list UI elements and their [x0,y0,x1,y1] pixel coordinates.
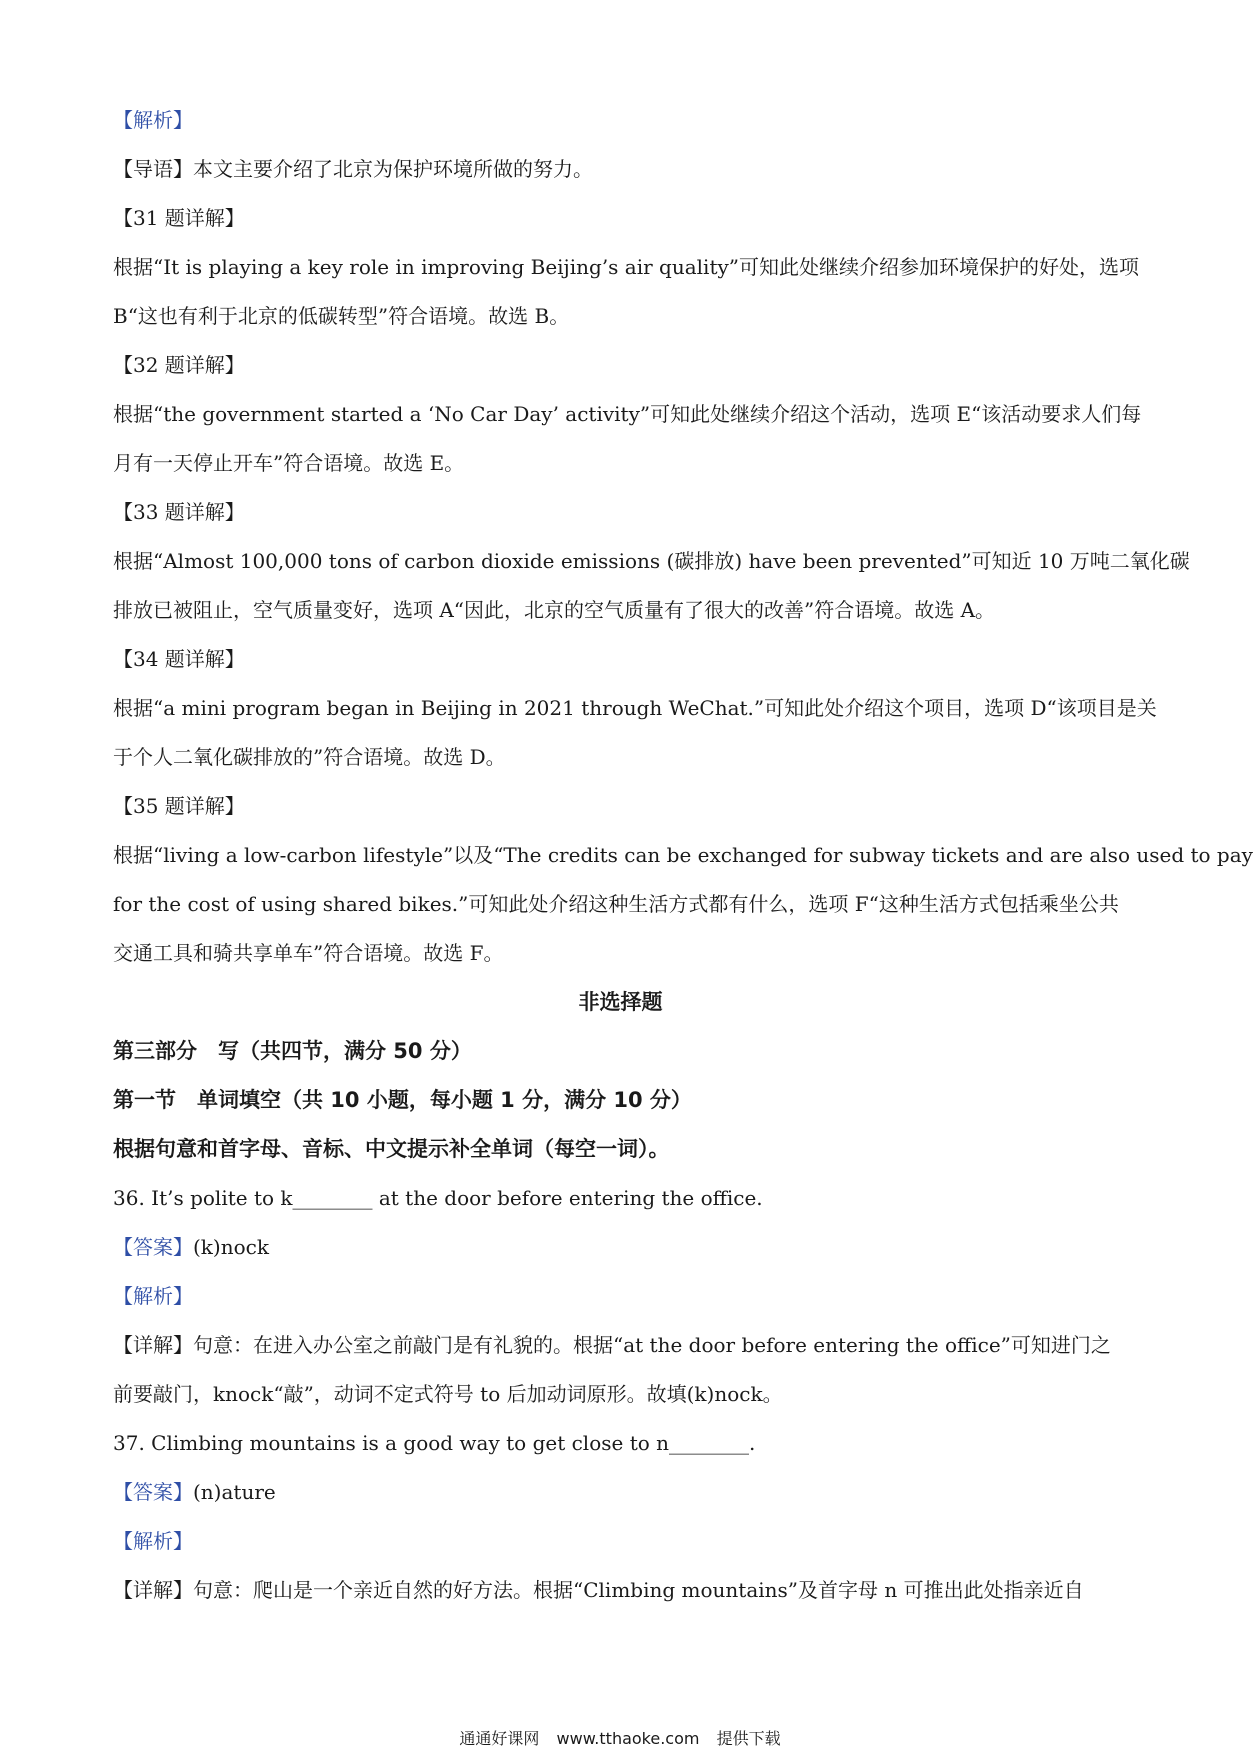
part3-title: 第三部分 写（共四节，满分 50 分） [113,1039,472,1063]
analysis-heading-3: 【解析】 [113,1529,193,1553]
q33-explanation-line1: 根据“Almost 100,000 tons of carbon dioxide emissions (碳排放) have been prevented”可知近 10 万吨二氧化碳 [113,549,1190,573]
analysis-heading-2: 【解析】 [113,1284,193,1308]
detail-label: 【详解】 [113,1578,193,1602]
q37-question: 37. Climbing mountains is a good way to get close to n________. [113,1431,756,1455]
q36-detail-line2: 前要敲门，knock“敲”，动词不定式符号 to 后加动词原形。故填(k)nock。 [113,1382,783,1406]
q33-explanation-line2: 排放已被阻止，空气质量变好，选项 A“因此，北京的空气质量有了很大的改善”符合语境。故选 A。 [113,598,996,622]
footer-note: 提供下载 [716,1729,781,1748]
q31-explanation-line2: B“这也有利于北京的低碳转型”符合语境。故选 B。 [113,304,570,328]
section1-title: 第一节 单词填空（共 10 小题，每小题 1 分，满分 10 分） [113,1088,692,1112]
q34-heading: 【34 题详解】 [113,647,245,671]
instruction-text: 根据句意和首字母、音标、中文提示补全单词（每空一词）。 [113,1137,670,1161]
q36-answer [113,1223,1128,1272]
analysis-heading: 【解析】 [113,108,193,132]
section-title: 非选择题 [578,990,663,1014]
q32-heading: 【32 题详解】 [113,353,245,377]
q37-answer [113,1468,1128,1517]
answer-value: (k)nock [193,1235,269,1259]
q31-heading: 【31 题详解】 [113,206,245,230]
q33-heading: 【33 题详解】 [113,500,245,524]
q32-explanation-line2: 月有一天停止开车”符合语境。故选 E。 [113,451,465,475]
q36-detail-line1 [113,1321,1128,1370]
q34-explanation-line2: 于个人二氧化碳排放的”符合语境。故选 D。 [113,745,506,769]
q35-explanation-line2: for the cost of using shared bikes.”可知此处介绍这种生活方式都有什么，选项 F“这种生活方式包括乘坐公共 [113,892,1119,916]
footer-site-name: 通通好课网 [459,1729,540,1748]
q36-question: 36. It’s polite to k________ at the door before entering the office. [113,1186,763,1210]
q31-explanation-line1: 根据“It is playing a key role in improving Beijing’s air quality”可知此处继续介绍参加环境保护的好处，选项 [113,255,1140,279]
q35-explanation-line1: 根据“living a low-carbon lifestyle”以及“The credits can be exchanged for subway tickets and are also used to pay [113,843,1253,867]
detail-text: 句意：在进入办公室之前敲门是有礼貌的。根据“at the door before entering the office”可知进门之 [193,1333,1111,1357]
footer-url[interactable]: www.tthaoke.com [556,1729,700,1748]
q34-explanation-line1: 根据“a mini program began in Beijing in 2021 through WeChat.”可知此处介绍这个项目，选项 D“该项目是关 [113,696,1157,720]
detail-label: 【详解】 [113,1333,193,1357]
q32-explanation-line1: 根据“the government started a ‘No Car Day’ activity”可知此处继续介绍这个活动，选项 E“该活动要求人们每 [113,402,1142,426]
intro-text: 【导语】本文主要介绍了北京为保护环境所做的努力。 [113,157,593,181]
page-footer [0,1726,1240,1749]
q35-explanation-line3: 交通工具和骑共享单车”符合语境。故选 F。 [113,941,504,965]
document-body [113,96,1253,1615]
answer-label: 【答案】 [113,1235,193,1259]
q35-heading: 【35 题详解】 [113,794,245,818]
answer-label: 【答案】 [113,1480,193,1504]
detail-text: 句意：爬山是一个亲近自然的好方法。根据“Climbing mountains”及首字母 n 可推出此处指亲近自 [193,1578,1084,1602]
q37-detail-line1 [113,1566,1128,1615]
answer-value: (n)ature [193,1480,276,1504]
